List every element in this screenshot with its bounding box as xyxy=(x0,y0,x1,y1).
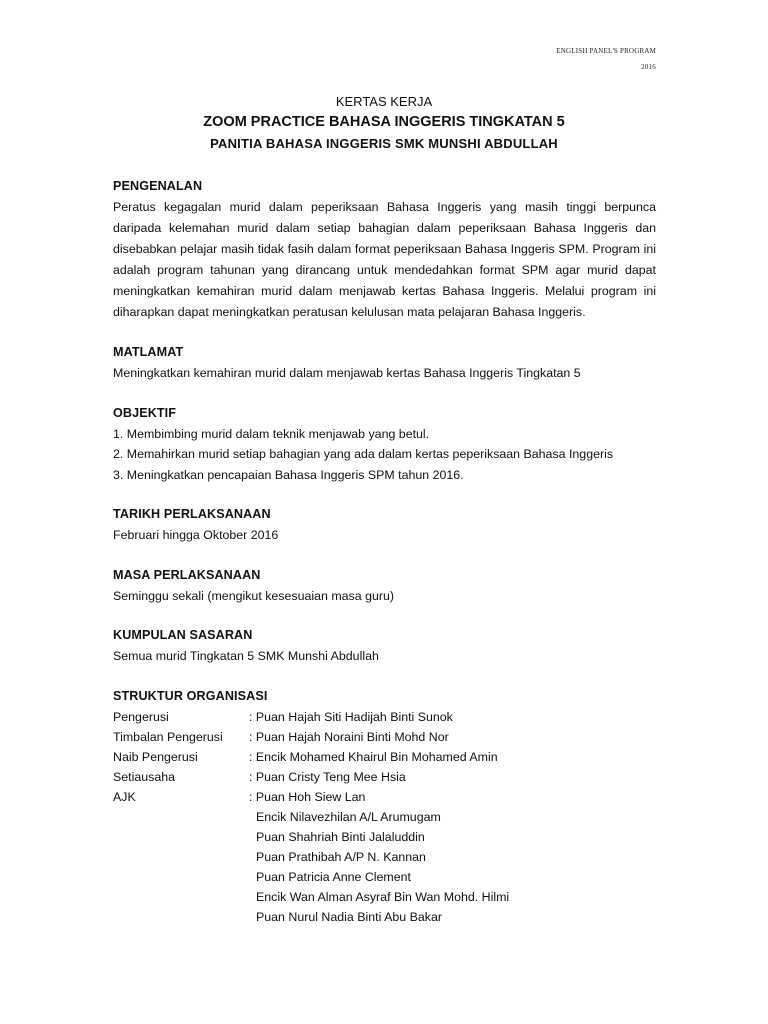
section-objektif xyxy=(113,403,656,486)
title-panitia: PANITIA BAHASA INGGERIS SMK MUNSHI ABDULLAH xyxy=(210,136,558,151)
ajk-member: Puan Shahriah Binti Jalaluddin xyxy=(256,829,425,844)
org-role: Naib Pengerusi xyxy=(113,749,198,764)
objektif-item: 3. Meningkatkan pencapaian Bahasa Inggeris SPM tahun 2016. xyxy=(113,467,464,482)
objektif-item: 2. Memahirkan murid setiap bahagian yang ada dalam kertas peperiksaan Bahasa Inggeris xyxy=(113,447,614,461)
ajk-member: Puan Nurul Nadia Binti Abu Bakar xyxy=(256,909,442,924)
header-note xyxy=(556,43,656,75)
section-masa xyxy=(113,565,656,607)
header-note-line2: 2016 xyxy=(641,63,656,71)
ajk-member: Puan Patricia Anne Clement xyxy=(256,869,411,884)
org-row xyxy=(113,767,656,787)
objektif-item: 1. Membimbing murid dalam teknik menjawab yang betul. xyxy=(113,426,430,441)
org-name: : Puan Hajah Siti Hadijah Binti Sunok xyxy=(249,709,453,724)
heading-objektif: OBJEKTIF xyxy=(113,405,177,420)
org-row xyxy=(113,707,656,727)
section-sasaran xyxy=(113,625,656,667)
org-role: AJK xyxy=(113,789,136,804)
heading-matlamat: MATLAMAT xyxy=(113,345,184,359)
heading-tarikh: TARIKH PERLAKSANAAN xyxy=(113,507,271,521)
org-role: Setiausaha xyxy=(113,769,176,784)
org-row xyxy=(113,747,656,767)
masa-text: Seminggu sekali (mengikut kesesuaian masa guru) xyxy=(113,588,394,603)
pengenalan-text: Peratus kegagalan murid dalam peperiksaan Bahasa Inggeris yang masih tinggi berpunca daripada kelemahan murid dalam setiap bahagian dalam peperiksaan Bahasa Inggeris dan disebabkan pelajar masih tidak fasih dalam format peperiksaan Bahasa Inggeris SPM. Program ini adalah program tahunan yang dirancang untuk mendedahkan format SPM agar murid dapat meningkatkan kemahiran murid dalam menjawab kertas Bahasa Inggeris. Melalui program ini diharapkan dapat meningkatkan peratusan kelulusan mata pelajaran Bahasa Inggeris. xyxy=(113,200,656,319)
org-name: : Encik Mohamed Khairul Bin Mohamed Amin xyxy=(249,749,498,764)
org-role: Timbalan Pengerusi xyxy=(113,729,223,744)
ajk-member: Encik Wan Alman Asyraf Bin Wan Mohd. Hilmi xyxy=(256,889,510,904)
matlamat-text: Meningkatkan kemahiran murid dalam menjawab kertas Bahasa Inggeris Tingkatan 5 xyxy=(113,366,581,380)
org-row xyxy=(113,727,656,747)
heading-pengenalan: PENGENALAN xyxy=(113,179,203,193)
ajk-member: Puan Prathibah A/P N. Kannan xyxy=(256,849,426,864)
section-tarikh xyxy=(113,504,656,546)
heading-struktur: STRUKTUR ORGANISASI xyxy=(113,688,268,703)
org-row xyxy=(113,787,656,807)
document-titles xyxy=(0,92,768,154)
ajk-member: Encik Nilavezhilan A/L Arumugam xyxy=(256,809,441,824)
org-name: : Puan Hajah Noraini Binti Mohd Nor xyxy=(249,729,449,744)
title-program: ZOOM PRACTICE BAHASA INGGERIS TINGKATAN 5 xyxy=(203,114,565,130)
section-pengenalan xyxy=(113,176,656,323)
document-body xyxy=(113,176,656,946)
org-name: : Puan Cristy Teng Mee Hsia xyxy=(249,769,406,784)
heading-sasaran: KUMPULAN SASARAN xyxy=(113,628,253,642)
org-name: : Puan Hoh Siew Lan xyxy=(249,789,366,804)
header-note-line1: ENGLISH PANEL'S PROGRAM xyxy=(556,47,656,55)
tarikh-text: Februari hingga Oktober 2016 xyxy=(113,528,279,542)
heading-masa: MASA PERLAKSANAAN xyxy=(113,567,261,582)
sasaran-text: Semua murid Tingkatan 5 SMK Munshi Abdullah xyxy=(113,649,379,663)
section-struktur xyxy=(113,686,656,927)
title-kertas-kerja: KERTAS KERJA xyxy=(335,94,433,109)
org-role: Pengerusi xyxy=(113,709,169,724)
section-matlamat xyxy=(113,342,656,384)
